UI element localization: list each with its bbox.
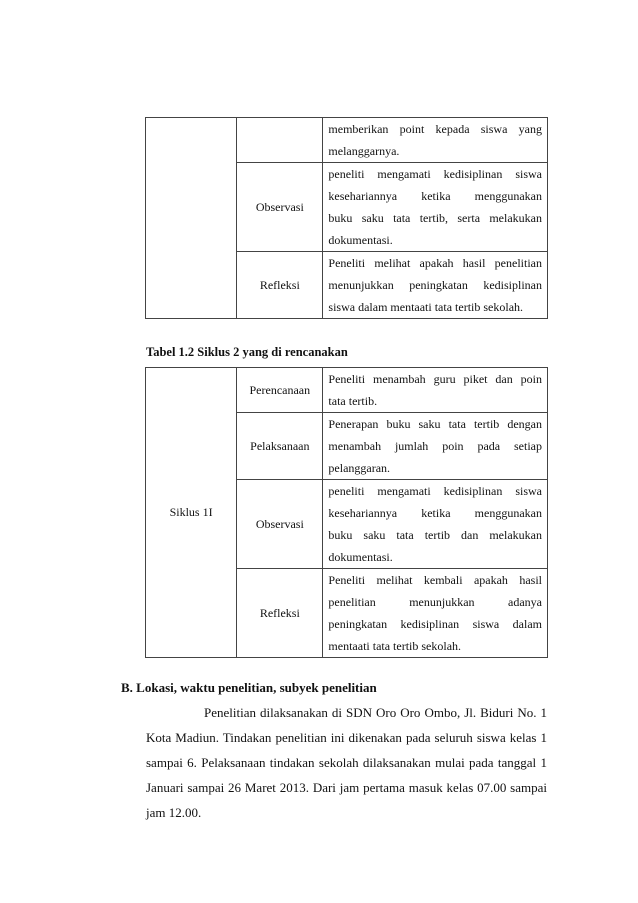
paragraph-line: Januari sampai 26 Maret 2013. Dari jam pertama masuk kelas 07.00 sampai <box>146 780 547 795</box>
description-line: melanggarnya. <box>328 144 400 158</box>
description-line: kesehariannya ketika menggunakan <box>328 506 542 520</box>
description-line: pelanggaran. <box>328 461 391 475</box>
cycle-cell <box>146 118 237 319</box>
stage-cell: Refleksi <box>237 252 323 319</box>
description-line: penelitian menunjukkan adanya <box>328 595 542 609</box>
description-cell <box>323 163 548 252</box>
description-line: dokumentasi. <box>328 233 393 247</box>
description-line: kesehariannya ketika menggunakan <box>328 189 542 203</box>
stage-cell: Perencanaan <box>237 368 323 413</box>
description-line: tata tertib. <box>328 394 378 408</box>
description-line: buku saku tata tertib, serta melakukan <box>328 211 542 225</box>
description-line: peneliti mengamati kedisiplinan siswa <box>328 167 542 181</box>
description-line: peningkatan kedisiplinan siswa dalam <box>328 617 542 631</box>
cycle-cell: Siklus 1I <box>146 368 237 658</box>
paragraph-line: jam 12.00. <box>146 805 202 820</box>
stage-cell <box>237 118 323 163</box>
description-cell <box>323 118 548 163</box>
section-paragraph <box>146 700 547 825</box>
description-line: menunjukkan peningkatan kedisiplinan <box>328 278 542 292</box>
description-line: buku saku tata tertib dan melakukan <box>328 528 542 542</box>
description-line: menambah jumlah poin pada setiap <box>328 439 542 453</box>
description-line: siswa dalam mentaati tata tertib sekolah. <box>328 300 524 314</box>
description-cell <box>323 368 548 413</box>
paragraph-line: Penelitian dilaksanakan di SDN Oro Oro Ombo, Jl. Biduri No. 1 <box>204 705 547 720</box>
description-line: Peneliti menambah guru piket dan poin <box>328 372 542 386</box>
description-line: peneliti mengamati kedisiplinan siswa <box>328 484 542 498</box>
description-cell <box>323 569 548 658</box>
description-line: memberikan point kepada siswa yang <box>328 122 542 136</box>
section-heading: B. Lokasi, waktu penelitian, subyek penelitian <box>121 680 377 695</box>
description-line: Penerapan buku saku tata tertib dengan <box>328 417 542 431</box>
paragraph-line: Kota Madiun. Tindakan penelitian ini dikenakan pada seluruh siswa kelas 1 <box>146 730 547 745</box>
description-cell <box>323 480 548 569</box>
description-cell <box>323 413 548 480</box>
table-siklus-2 <box>145 367 548 658</box>
paragraph-line: sampai 6. Pelaksanaan tindakan sekolah dilaksanakan mulai pada tanggal 1 <box>146 755 547 770</box>
table-siklus-1-continuation <box>145 117 548 319</box>
table-row <box>146 368 548 413</box>
stage-cell: Refleksi <box>237 569 323 658</box>
stage-cell: Pelaksanaan <box>237 413 323 480</box>
description-line: dokumentasi. <box>328 550 393 564</box>
description-line: Peneliti melihat apakah hasil penelitian <box>328 256 542 270</box>
description-line: mentaati tata tertib sekolah. <box>328 639 462 653</box>
stage-cell: Observasi <box>237 480 323 569</box>
description-line: Peneliti melihat kembali apakah hasil <box>328 573 542 587</box>
description-cell <box>323 252 548 319</box>
table-caption: Tabel 1.2 Siklus 2 yang di rencanakan <box>146 345 348 359</box>
stage-cell: Observasi <box>237 163 323 252</box>
table-row <box>146 118 548 163</box>
